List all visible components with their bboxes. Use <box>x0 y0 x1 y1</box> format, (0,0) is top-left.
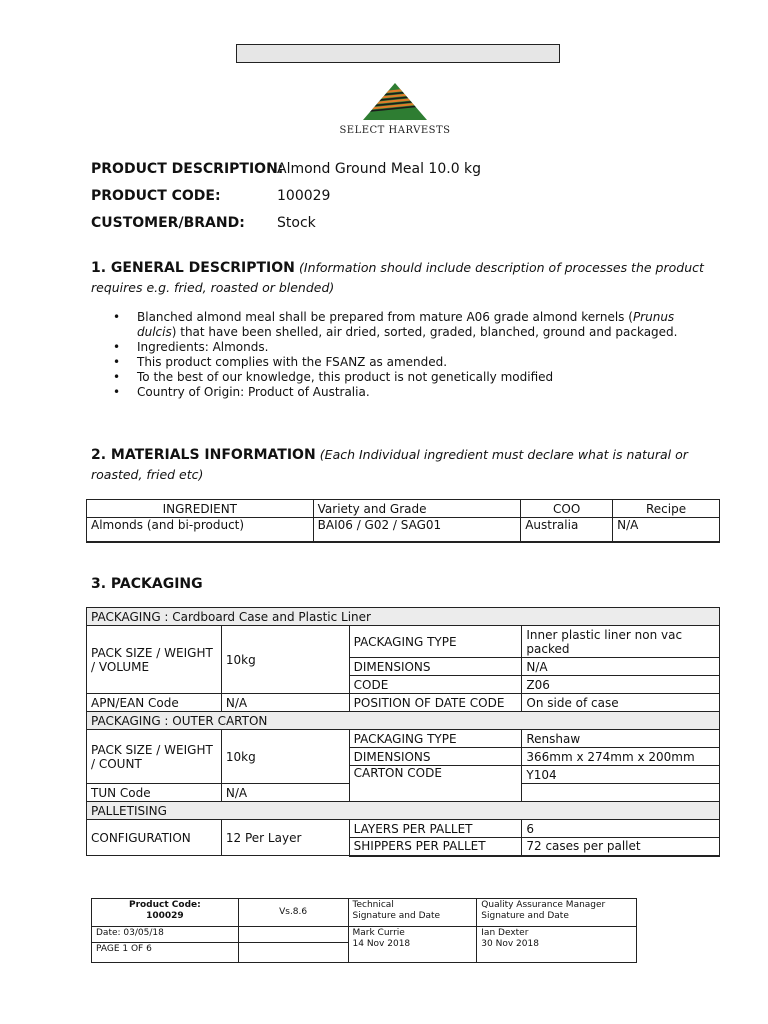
section-general-description-title <box>91 258 711 298</box>
table-row <box>87 730 720 748</box>
customer-brand-label: CUSTOMER/BRAND: <box>91 215 245 231</box>
footer-qa-date: 30 Nov 2018 <box>481 939 539 949</box>
footer-technical-date: 14 Nov 2018 <box>352 939 411 949</box>
packaging-1-header: PACKAGING : Cardboard Case and Plastic Liner <box>87 608 720 626</box>
header-variety-grade: Variety and Grade <box>313 500 521 518</box>
table-row <box>87 820 720 838</box>
empty-cell <box>522 784 720 802</box>
footer-qa-name: Ian Dexter <box>481 928 529 938</box>
tun-code-label: TUN Code <box>87 784 222 802</box>
pack-size-value: 10kg <box>221 626 349 694</box>
product-code-label: PRODUCT CODE: <box>91 188 221 204</box>
shippers-per-pallet-label: SHIPPERS PER PALLET <box>349 838 522 856</box>
list-item: • This product complies with the FSANZ as amended. <box>113 355 713 370</box>
table-row <box>87 626 720 658</box>
layers-per-pallet-label: LAYERS PER PALLET <box>349 820 522 838</box>
bullet-1-pre: Blanched almond meal shall be prepared from mature A06 grade almond kernels ( <box>137 310 633 324</box>
logo-wordmark: SELECT HARVESTS <box>339 125 451 136</box>
footer-technical-label: Technical <box>352 900 394 910</box>
list-item: • Country of Origin: Product of Australia. <box>113 385 713 400</box>
section-2-note: (Each Individual ingredient must declare what is natural or roasted, fried etc) <box>91 447 688 482</box>
general-description-list <box>113 310 713 400</box>
footer-product-code-label: Product Code: <box>128 900 201 910</box>
header-ingredient: INGREDIENT <box>87 500 314 518</box>
position-date-code-value: On side of case <box>522 694 720 712</box>
table-row <box>92 927 637 943</box>
palletising-header: PALLETISING <box>87 802 720 820</box>
section-3-heading: 3. PACKAGING <box>91 576 203 592</box>
table-row <box>92 899 637 927</box>
footer-qa-signature <box>477 927 637 963</box>
section-1-heading: 1. GENERAL DESCRIPTION <box>91 260 295 276</box>
footer-product-code <box>92 899 239 927</box>
configuration-label: CONFIGURATION <box>87 820 222 856</box>
pack-weight-value: 10kg <box>221 730 349 784</box>
table-row <box>87 608 720 626</box>
configuration-value: 12 Per Layer <box>221 820 349 856</box>
product-code-value: 100029 <box>277 188 331 204</box>
cell-recipe: N/A <box>613 518 720 542</box>
materials-table <box>86 499 720 543</box>
apn-value: N/A <box>221 694 349 712</box>
triangle-logo-icon <box>325 80 465 124</box>
footer-technical-sub: Signature and Date <box>352 911 441 921</box>
list-item: • Ingredients: Almonds. <box>113 340 713 355</box>
packaging-type-value: Inner plastic liner non vac packed <box>522 626 720 658</box>
product-description-label: PRODUCT DESCRIPTION: <box>91 161 284 177</box>
carton-code-label: CARTON CODE <box>349 766 522 802</box>
list-item: • To the best of our knowledge, this product is not genetically modified <box>113 370 713 385</box>
footer-technical <box>348 899 477 927</box>
code-value: Z06 <box>522 676 720 694</box>
outer-packaging-type-value: Renshaw <box>522 730 720 748</box>
header-coo: COO <box>521 500 613 518</box>
footer-qa-label: Quality Assurance Manager <box>481 900 606 910</box>
section-1-note: (Information should include description of processes the product requires e.g. fried, roasted or blended) <box>91 260 704 295</box>
empty-cell <box>238 927 348 943</box>
footer-product-code-value: 100029 <box>146 911 184 921</box>
outer-packaging-type-label: PACKAGING TYPE <box>349 730 522 748</box>
footer-version: Vs.8.6 <box>238 899 348 927</box>
footer-technical-name: Mark Currie <box>352 928 405 938</box>
table-row <box>87 802 720 820</box>
cell-variety-grade: BAI06 / G02 / SAG01 <box>313 518 521 542</box>
customer-brand-value: Stock <box>277 215 316 231</box>
table-header-row <box>87 500 720 518</box>
footer-date: Date: 03/05/18 <box>92 927 239 943</box>
table-row <box>87 694 720 712</box>
packaging-2-header: PACKAGING : OUTER CARTON <box>87 712 720 730</box>
carton-code-value: Y104 <box>522 766 720 784</box>
layers-per-pallet-value: 6 <box>522 820 720 838</box>
section-2-heading: 2. MATERIALS INFORMATION <box>91 447 316 463</box>
tun-code-value: N/A <box>221 784 349 802</box>
cell-coo: Australia <box>521 518 613 542</box>
apn-label: APN/EAN Code <box>87 694 222 712</box>
bullet-1-italic: Prunus dulcis <box>137 310 675 339</box>
empty-cell <box>238 943 348 963</box>
position-date-code-label: POSITION OF DATE CODE <box>349 694 522 712</box>
outer-dimensions-label: DIMENSIONS <box>349 748 522 766</box>
dimensions-label: DIMENSIONS <box>349 658 522 676</box>
table-row <box>87 712 720 730</box>
select-harvests-logo <box>325 80 465 142</box>
product-description-value: Almond Ground Meal 10.0 kg <box>277 161 482 177</box>
packaging-type-label: PACKAGING TYPE <box>349 626 522 658</box>
footer-qa-sub: Signature and Date <box>481 911 569 921</box>
pack-weight-label: PACK SIZE / WEIGHT / COUNT <box>87 730 222 784</box>
pack-size-label: PACK SIZE / WEIGHT / VOLUME <box>87 626 222 694</box>
section-materials-title <box>91 445 711 485</box>
code-label: CODE <box>349 676 522 694</box>
header-recipe: Recipe <box>613 500 720 518</box>
cell-ingredient: Almonds (and bi-product) <box>87 518 314 542</box>
table-row <box>87 518 720 542</box>
bullet-1-post: ) that have been shelled, air dried, sorted, graded, blanched, ground and packaged. <box>171 325 678 339</box>
dimensions-value: N/A <box>522 658 720 676</box>
packaging-table <box>86 607 720 857</box>
shippers-per-pallet-value: 72 cases per pallet <box>522 838 720 856</box>
list-item <box>113 310 713 340</box>
footer-page: PAGE 1 OF 6 <box>92 943 239 963</box>
footer-technical-signature <box>348 927 477 963</box>
document-header-box <box>236 44 560 63</box>
document-footer <box>91 898 637 963</box>
outer-dimensions-value: 366mm x 274mm x 200mm <box>522 748 720 766</box>
section-packaging-title <box>91 575 711 594</box>
footer-qa <box>477 899 637 927</box>
